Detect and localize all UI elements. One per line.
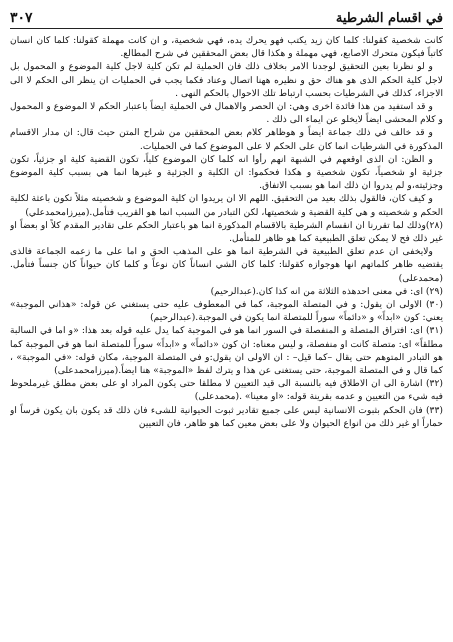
footnote: (٢٩) اى: في معنى احدهذه الثلاثة من انه كذا كان.(عبدالرحيم) — [210, 285, 443, 297]
running-title: في اقسام الشرطية — [335, 11, 443, 26]
footnote: (٢٨)وذلك لما تقررنا ان انقسام الشرطية بالاقسام المذكورة انما هو باعتبار الحكم على تقادير المقدم كلاً او بعضاً او غير ذلك فح لا يمكن تعلق الطبيعية كما هو ظاهر للمتأمل. — [10, 219, 443, 245]
paragraph: و كيف كان، فالقول بذلك بعيد من التحقيق. اللهم الا ان يريدوا ان كلية الموضوع و شخصيته مثلاً تكون باعثة لكلية الحكم و شخصيته و هي كلية القضية و شخصيتها، لكن التبادر من السبب انما هو القريب فتأمل.(ميرزامحمدعلي) — [10, 193, 443, 218]
footnote: (٣٠) الاولى ان يقول: و في المتصلة الموجبة، كما في المعطوف عليه حتى يستغني عن قوله: «هذاني الموجبة» يعني: كون «ابداً» و «دائماً» سوراً للمتصلة انما يكون في الموجبة.(عبدالرحيم) — [10, 299, 443, 324]
paragraph: و لو نظرنا بعين التحقيق لوجدنا الامر بخلاف ذلك فان الحملية لم تكن كلية لاجل كلية الموضوع و المحمول بل لاجل كلية الحكم الذى هو هناك حق و نظيره ههنا اتصال وعناد فكما يجب في الحمليات ان ينظر الى الحكم لا الى الاجزاء، كذلك في الشرطيات بحسب ارتباط تلك الاحوال بالحكم النهى . — [10, 61, 443, 99]
paragraph: كانت شخصية كقولنا: كلما كان زيد يكتب فهو يحرك يده، فهي شخصية، و ان كانت مهملة كقولنا: كلما كان انسان كاتباً فيكون متحرك الاصابع، فهي مهملة و هكذا قال بعض المحققين في شرح المطالع. — [10, 35, 443, 60]
page-header — [10, 4, 443, 29]
paragraph: و قد خالف في ذلك جماعة ايضاً و هوظاهر كلام بعض المحققين من شراح المتن حيث قال: ان مدار الاقسام المذكورة في الشرطيات انما كان على الحكم لا على الموضوع كما في الحمليات. — [10, 127, 443, 152]
paragraph: و قد استفيد من هذا فائدة اخرى وهي: ان الحصر والاهمال في الحملية ايضاً باعتبار الحكم لا الموضوع و المحمول و كلام المحشى ايضاً لايخلو عن ايماء الى ذلك . — [10, 101, 443, 126]
page-body — [10, 34, 443, 638]
footnote: (٣١) اى: افتراق المتصلة و المنفصلة في السور انما هو في الموجبة كما يدل عليه قوله بعد هذا: «و اما في السالبة مطلقاً» اى: متصلة كانت او منفصلة، و ليس معناه: ان كون «دائماً» و «ابداً» سوراً للمتصلة انما هو في الموجبة كما هو التبادر المتوهم حتى يقال –كما قيل– : ان الاولى ان يقول:و في المتصلة الموجبة، مكان قوله: «في الموجبة» ، كما قال و في المتصلة الموجبة، حتى يستغنى عن هذا و يترك لفظ «الموجبة» هنا ايضاً.(ميرزامحمدعلى) — [10, 325, 443, 377]
paragraph: ولايخفى ان عدم تعلق الطبيعية في الشرطية انما هو على المذهب الحق و اما على ما زعمه الجماعة فالذى يقتضيه ظاهر كلماتهم انها هوجوازه كقولنا: كلما كان الشي انساناً كان نوعاً و كلما كان حيواناً كان جنساً فتأمل.(محمدعلى) — [10, 246, 443, 284]
footnote: (٣٢) اشارة الى ان الاطلاق فيه بالنسبة الى قيد التعيين لا مطلقا حتى يكون المراد او على بعض مطلق غيرملحوظ فيه شيء من التعيين و عدمه بقرينة قوله: «او معينا» .(محمدعلى) — [10, 378, 443, 403]
page-number: ٣٠٧ — [10, 10, 33, 26]
paragraph: و الظن: ان الذى اوقعهم في الشبهة انهم رأوا انه كلما كان الموضوع كلياً، تكون القضية كلية او جزئياً، تكون جزئية او شخصياً، تكون شخصية و هكذا فحكموا: ان الكلية و الجزئية و غيرها انما هي بسبب كلية الموضوع وجزئيته،و لم يدروا ان ذلك انما هو بسبب الاتفاق. — [10, 153, 443, 192]
footnote: (٣٣) فان الحكم بثبوت الانسانية ليس على جميع تقادير ثبوت الحيوانية للشىء فان ذلك قد يكون بان يكون فرساً او حماراً او غير ذلك من انواع الحيوان ولا على بعض معين كما هو ظاهر، فان التعيين — [10, 404, 443, 429]
